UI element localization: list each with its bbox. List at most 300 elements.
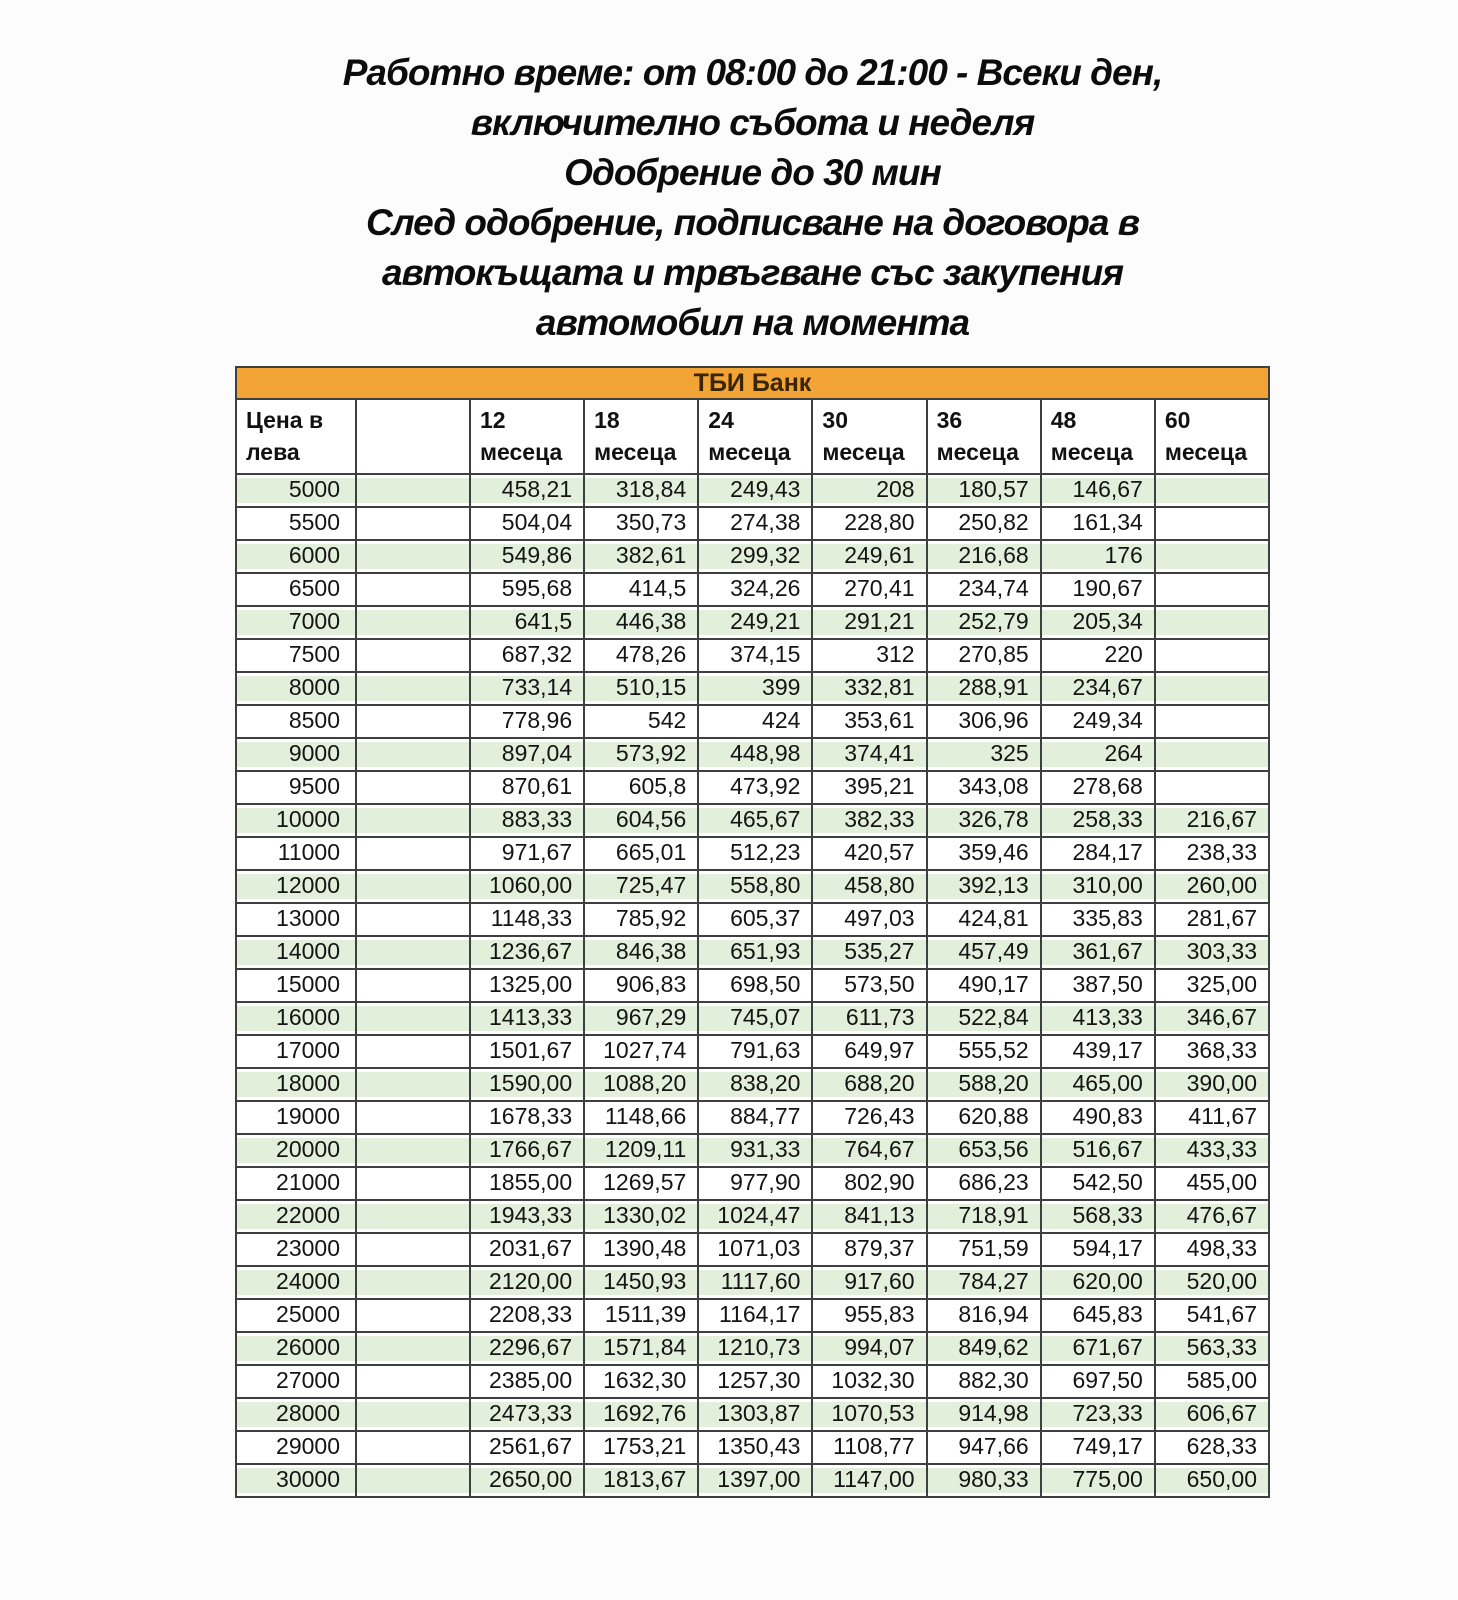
price-cell: 10000 [236, 804, 356, 837]
table-row [236, 1167, 1269, 1200]
payment-cell [1155, 573, 1269, 606]
payment-cell: 846,38 [584, 936, 698, 969]
payment-cell: 205,34 [1041, 606, 1155, 639]
payment-cell: 1117,60 [698, 1266, 812, 1299]
payment-cell: 420,57 [812, 837, 926, 870]
payment-cell: 1236,67 [470, 936, 584, 969]
payment-cell: 1753,21 [584, 1431, 698, 1464]
payment-cell: 2385,00 [470, 1365, 584, 1398]
payment-cell: 645,83 [1041, 1299, 1155, 1332]
payment-cell: 585,00 [1155, 1365, 1269, 1398]
payment-cell: 260,00 [1155, 870, 1269, 903]
price-cell: 18000 [236, 1068, 356, 1101]
payment-cell: 382,61 [584, 540, 698, 573]
empty-cell [356, 1332, 470, 1365]
payment-cell: 473,92 [698, 771, 812, 804]
table-row [236, 1464, 1269, 1497]
table-row [236, 1233, 1269, 1266]
column-header-48: 48 месеца [1041, 399, 1155, 474]
payment-cell: 1330,02 [584, 1200, 698, 1233]
payment-cell: 346,67 [1155, 1002, 1269, 1035]
payment-cell: 390,00 [1155, 1068, 1269, 1101]
payment-cell: 399 [698, 672, 812, 705]
price-cell: 7500 [236, 639, 356, 672]
payment-cell: 1590,00 [470, 1068, 584, 1101]
promo-line-2: включително събота и неделя [470, 102, 1035, 143]
payment-cell: 288,91 [927, 672, 1041, 705]
payment-cell: 497,03 [812, 903, 926, 936]
payment-cell: 841,13 [812, 1200, 926, 1233]
payment-cell: 764,67 [812, 1134, 926, 1167]
table-row [236, 705, 1269, 738]
price-cell: 13000 [236, 903, 356, 936]
payment-cell: 326,78 [927, 804, 1041, 837]
payment-cell: 395,21 [812, 771, 926, 804]
table-row [236, 1365, 1269, 1398]
payment-cell: 649,97 [812, 1035, 926, 1068]
payment-cell: 725,47 [584, 870, 698, 903]
payment-cell: 522,84 [927, 1002, 1041, 1035]
payment-cell: 917,60 [812, 1266, 926, 1299]
price-cell: 5000 [236, 474, 356, 507]
empty-cell [356, 1035, 470, 1068]
payment-cell: 238,33 [1155, 837, 1269, 870]
payment-cell: 573,92 [584, 738, 698, 771]
price-cell: 21000 [236, 1167, 356, 1200]
price-cell: 11000 [236, 837, 356, 870]
column-header-12: 12 месеца [470, 399, 584, 474]
table-row [236, 936, 1269, 969]
payment-cell: 455,00 [1155, 1167, 1269, 1200]
payment-cell: 688,20 [812, 1068, 926, 1101]
payment-cell: 220 [1041, 639, 1155, 672]
payment-cell: 270,41 [812, 573, 926, 606]
price-cell: 20000 [236, 1134, 356, 1167]
payment-cell: 510,15 [584, 672, 698, 705]
payment-cell: 1032,30 [812, 1365, 926, 1398]
table-row [236, 507, 1269, 540]
empty-cell [356, 1266, 470, 1299]
payment-cell: 146,67 [1041, 474, 1155, 507]
payment-cell: 457,49 [927, 936, 1041, 969]
payment-cell: 1147,00 [812, 1464, 926, 1497]
table-row [236, 606, 1269, 639]
payment-cell: 1148,66 [584, 1101, 698, 1134]
column-header-empty [356, 399, 470, 474]
payment-cell: 914,98 [927, 1398, 1041, 1431]
table-row [236, 969, 1269, 1002]
payment-cell: 687,32 [470, 639, 584, 672]
payment-cell: 542 [584, 705, 698, 738]
price-cell: 28000 [236, 1398, 356, 1431]
empty-cell [356, 870, 470, 903]
payment-cell: 884,77 [698, 1101, 812, 1134]
payment-cell: 325 [927, 738, 1041, 771]
payment-cell: 749,17 [1041, 1431, 1155, 1464]
payment-cell: 1571,84 [584, 1332, 698, 1365]
price-cell: 27000 [236, 1365, 356, 1398]
bank-header-row [236, 367, 1269, 399]
table-row [236, 771, 1269, 804]
payment-cell: 2296,67 [470, 1332, 584, 1365]
payment-cell: 228,80 [812, 507, 926, 540]
payment-cell: 2561,67 [470, 1431, 584, 1464]
table-row [236, 474, 1269, 507]
table-row [236, 804, 1269, 837]
table-row [236, 1332, 1269, 1365]
payment-cell: 698,50 [698, 969, 812, 1002]
payment-cell: 258,33 [1041, 804, 1155, 837]
payment-cell: 718,91 [927, 1200, 1041, 1233]
payment-cell: 325,00 [1155, 969, 1269, 1002]
payment-cell: 392,13 [927, 870, 1041, 903]
column-header-30: 30 месеца [812, 399, 926, 474]
payment-cell: 234,74 [927, 573, 1041, 606]
payment-cell: 883,33 [470, 804, 584, 837]
table-row [236, 1068, 1269, 1101]
promo-line-3: Одобрение до 30 мин [564, 152, 941, 193]
payment-cell [1155, 507, 1269, 540]
payment-cell: 180,57 [927, 474, 1041, 507]
payment-cell: 1350,43 [698, 1431, 812, 1464]
payment-cell: 611,73 [812, 1002, 926, 1035]
payment-cell: 264 [1041, 738, 1155, 771]
payment-cell: 299,32 [698, 540, 812, 573]
payment-cell: 374,15 [698, 639, 812, 672]
payment-cell: 785,92 [584, 903, 698, 936]
payment-cell: 967,29 [584, 1002, 698, 1035]
payment-cell: 1943,33 [470, 1200, 584, 1233]
payment-cell: 1855,00 [470, 1167, 584, 1200]
payment-cell: 1060,00 [470, 870, 584, 903]
promo-text-block [235, 48, 1270, 348]
payment-cell: 161,34 [1041, 507, 1155, 540]
payment-cell: 620,88 [927, 1101, 1041, 1134]
promo-line-4: След одобрение, подписване на договора в [365, 202, 1140, 243]
price-cell: 25000 [236, 1299, 356, 1332]
payment-cell: 249,21 [698, 606, 812, 639]
payment-cell: 665,01 [584, 837, 698, 870]
table-row [236, 1299, 1269, 1332]
payment-cell: 382,33 [812, 804, 926, 837]
price-cell: 15000 [236, 969, 356, 1002]
payment-cell: 947,66 [927, 1431, 1041, 1464]
payment-cell: 549,86 [470, 540, 584, 573]
payment-cell: 931,33 [698, 1134, 812, 1167]
payment-cell: 1397,00 [698, 1464, 812, 1497]
payment-cell: 465,00 [1041, 1068, 1155, 1101]
empty-cell [356, 903, 470, 936]
empty-cell [356, 1365, 470, 1398]
payment-cell: 424 [698, 705, 812, 738]
payment-cell: 816,94 [927, 1299, 1041, 1332]
column-header-36: 36 месеца [927, 399, 1041, 474]
payment-cell: 335,83 [1041, 903, 1155, 936]
payment-cell: 439,17 [1041, 1035, 1155, 1068]
payment-cell: 733,14 [470, 672, 584, 705]
payment-cell: 478,26 [584, 639, 698, 672]
payment-cell: 1632,30 [584, 1365, 698, 1398]
page-content [235, 0, 1270, 1498]
price-cell: 6500 [236, 573, 356, 606]
table-row [236, 837, 1269, 870]
payment-cell: 1070,53 [812, 1398, 926, 1431]
price-cell: 14000 [236, 936, 356, 969]
empty-cell [356, 1299, 470, 1332]
payment-cell: 791,63 [698, 1035, 812, 1068]
payment-cell: 520,00 [1155, 1266, 1269, 1299]
empty-cell [356, 540, 470, 573]
payment-cell: 249,34 [1041, 705, 1155, 738]
payment-cell: 604,56 [584, 804, 698, 837]
payment-cell: 332,81 [812, 672, 926, 705]
payment-cell: 726,43 [812, 1101, 926, 1134]
payment-cell: 558,80 [698, 870, 812, 903]
payment-cell: 278,68 [1041, 771, 1155, 804]
price-cell: 23000 [236, 1233, 356, 1266]
table-row [236, 639, 1269, 672]
payment-cell: 252,79 [927, 606, 1041, 639]
payment-cell: 849,62 [927, 1332, 1041, 1365]
payment-cell: 458,21 [470, 474, 584, 507]
payment-cell: 490,17 [927, 969, 1041, 1002]
price-cell: 9500 [236, 771, 356, 804]
payment-cell: 343,08 [927, 771, 1041, 804]
payment-cell: 620,00 [1041, 1266, 1155, 1299]
payment-cell: 541,67 [1155, 1299, 1269, 1332]
payment-cell: 1325,00 [470, 969, 584, 1002]
payment-cell: 350,73 [584, 507, 698, 540]
payment-cell: 573,50 [812, 969, 926, 1002]
payment-cell: 274,38 [698, 507, 812, 540]
payment-cell: 306,96 [927, 705, 1041, 738]
table-row [236, 1398, 1269, 1431]
payment-cell: 651,93 [698, 936, 812, 969]
payment-cell [1155, 540, 1269, 573]
payment-cell: 516,67 [1041, 1134, 1155, 1167]
price-cell: 6000 [236, 540, 356, 573]
payment-cell [1155, 639, 1269, 672]
payment-cell [1155, 474, 1269, 507]
payment-cell: 1390,48 [584, 1233, 698, 1266]
payment-cell: 216,67 [1155, 804, 1269, 837]
empty-cell [356, 639, 470, 672]
payment-cell: 1511,39 [584, 1299, 698, 1332]
price-cell: 5500 [236, 507, 356, 540]
payment-cell: 542,50 [1041, 1167, 1155, 1200]
price-cell: 29000 [236, 1431, 356, 1464]
column-header-60: 60 месеца [1155, 399, 1269, 474]
payment-cell: 1501,67 [470, 1035, 584, 1068]
payment-cell: 361,67 [1041, 936, 1155, 969]
payment-cell: 650,00 [1155, 1464, 1269, 1497]
payment-cell: 465,67 [698, 804, 812, 837]
payment-cell: 1257,30 [698, 1365, 812, 1398]
payment-cell: 568,33 [1041, 1200, 1155, 1233]
payment-cell: 281,67 [1155, 903, 1269, 936]
payment-cell: 413,33 [1041, 1002, 1155, 1035]
payment-cell: 1071,03 [698, 1233, 812, 1266]
payment-cell: 374,41 [812, 738, 926, 771]
payment-cell: 448,98 [698, 738, 812, 771]
empty-cell [356, 1002, 470, 1035]
payment-cell: 368,33 [1155, 1035, 1269, 1068]
price-cell: 8000 [236, 672, 356, 705]
table-row [236, 738, 1269, 771]
payment-cell [1155, 738, 1269, 771]
column-header-24: 24 месеца [698, 399, 812, 474]
payment-cell: 971,67 [470, 837, 584, 870]
payment-cell: 955,83 [812, 1299, 926, 1332]
payment-cell: 1692,76 [584, 1398, 698, 1431]
payment-cell: 897,04 [470, 738, 584, 771]
payment-cell: 249,61 [812, 540, 926, 573]
payment-cell: 588,20 [927, 1068, 1041, 1101]
empty-cell [356, 1398, 470, 1431]
payment-cell: 2650,00 [470, 1464, 584, 1497]
empty-cell [356, 1068, 470, 1101]
payment-cell: 1678,33 [470, 1101, 584, 1134]
payment-cell [1155, 771, 1269, 804]
payment-cell: 977,90 [698, 1167, 812, 1200]
payment-cell: 2473,33 [470, 1398, 584, 1431]
payment-cell: 838,20 [698, 1068, 812, 1101]
payment-cell: 723,33 [1041, 1398, 1155, 1431]
table-row [236, 1134, 1269, 1167]
payment-cell: 697,50 [1041, 1365, 1155, 1398]
empty-cell [356, 1431, 470, 1464]
payment-cell: 216,68 [927, 540, 1041, 573]
payment-cell: 870,61 [470, 771, 584, 804]
payment-cell: 424,81 [927, 903, 1041, 936]
price-cell: 12000 [236, 870, 356, 903]
payment-cell: 1024,47 [698, 1200, 812, 1233]
payment-cell: 2120,00 [470, 1266, 584, 1299]
payment-cell: 476,67 [1155, 1200, 1269, 1233]
payment-cell: 303,33 [1155, 936, 1269, 969]
payment-cell: 802,90 [812, 1167, 926, 1200]
empty-cell [356, 705, 470, 738]
column-header-18: 18 месеца [584, 399, 698, 474]
payment-cell: 594,17 [1041, 1233, 1155, 1266]
empty-cell [356, 1134, 470, 1167]
empty-cell [356, 1167, 470, 1200]
payment-cell: 270,85 [927, 639, 1041, 672]
payment-cell: 176 [1041, 540, 1155, 573]
payment-cell: 671,67 [1041, 1332, 1155, 1365]
empty-cell [356, 1464, 470, 1497]
payment-cell: 606,67 [1155, 1398, 1269, 1431]
payment-cell: 751,59 [927, 1233, 1041, 1266]
payment-cell: 310,00 [1041, 870, 1155, 903]
empty-cell [356, 936, 470, 969]
price-cell: 26000 [236, 1332, 356, 1365]
payment-cell: 1210,73 [698, 1332, 812, 1365]
payment-cell: 1813,67 [584, 1464, 698, 1497]
payment-cell: 563,33 [1155, 1332, 1269, 1365]
empty-cell [356, 837, 470, 870]
table-row [236, 1002, 1269, 1035]
payment-cell: 653,56 [927, 1134, 1041, 1167]
empty-cell [356, 474, 470, 507]
column-header-row [236, 399, 1269, 474]
payment-cell: 605,37 [698, 903, 812, 936]
price-cell: 7000 [236, 606, 356, 639]
empty-cell [356, 804, 470, 837]
table-row [236, 573, 1269, 606]
empty-cell [356, 573, 470, 606]
payment-cell: 190,67 [1041, 573, 1155, 606]
payment-cell: 318,84 [584, 474, 698, 507]
price-cell: 24000 [236, 1266, 356, 1299]
payment-cell: 1088,20 [584, 1068, 698, 1101]
payment-cell: 980,33 [927, 1464, 1041, 1497]
payment-cell [1155, 606, 1269, 639]
table-row [236, 672, 1269, 705]
payment-cell: 595,68 [470, 573, 584, 606]
payment-cell: 641,5 [470, 606, 584, 639]
payment-cell: 1027,74 [584, 1035, 698, 1068]
payment-cell: 284,17 [1041, 837, 1155, 870]
payment-cell [1155, 705, 1269, 738]
payment-cell: 628,33 [1155, 1431, 1269, 1464]
payment-cell: 605,8 [584, 771, 698, 804]
empty-cell [356, 1233, 470, 1266]
payment-cell: 2031,67 [470, 1233, 584, 1266]
payment-cell: 784,27 [927, 1266, 1041, 1299]
price-cell: 9000 [236, 738, 356, 771]
payment-cell [1155, 672, 1269, 705]
price-cell: 30000 [236, 1464, 356, 1497]
empty-cell [356, 672, 470, 705]
price-cell: 8500 [236, 705, 356, 738]
payment-cell: 1450,93 [584, 1266, 698, 1299]
payment-cell: 359,46 [927, 837, 1041, 870]
payment-cell: 906,83 [584, 969, 698, 1002]
payment-cell: 882,30 [927, 1365, 1041, 1398]
table-row [236, 870, 1269, 903]
payment-cell: 504,04 [470, 507, 584, 540]
payment-cell: 387,50 [1041, 969, 1155, 1002]
empty-cell [356, 1200, 470, 1233]
table-row [236, 1101, 1269, 1134]
table-row [236, 540, 1269, 573]
payment-cell: 2208,33 [470, 1299, 584, 1332]
table-row [236, 1431, 1269, 1464]
payment-cell: 498,33 [1155, 1233, 1269, 1266]
payment-cell: 778,96 [470, 705, 584, 738]
empty-cell [356, 738, 470, 771]
payment-cell: 994,07 [812, 1332, 926, 1365]
payment-cell: 446,38 [584, 606, 698, 639]
payment-cell: 1303,87 [698, 1398, 812, 1431]
empty-cell [356, 1101, 470, 1134]
empty-cell [356, 507, 470, 540]
payment-cell: 208 [812, 474, 926, 507]
loan-payment-table [235, 366, 1270, 1498]
payment-cell: 512,23 [698, 837, 812, 870]
table-row [236, 1035, 1269, 1068]
payment-cell: 1209,11 [584, 1134, 698, 1167]
payment-cell: 414,5 [584, 573, 698, 606]
payment-cell: 291,21 [812, 606, 926, 639]
promo-line-5: автокъщата и трвъгване със закупения [381, 252, 1124, 293]
payment-cell: 324,26 [698, 573, 812, 606]
empty-cell [356, 606, 470, 639]
price-cell: 17000 [236, 1035, 356, 1068]
payment-cell: 745,07 [698, 1002, 812, 1035]
payment-cell: 775,00 [1041, 1464, 1155, 1497]
